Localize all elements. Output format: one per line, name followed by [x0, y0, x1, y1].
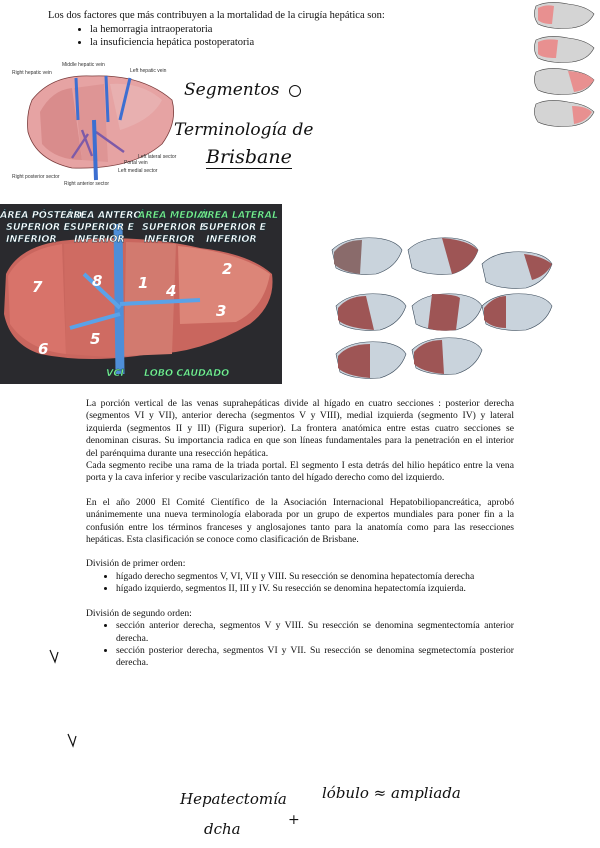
label-right-hepatic-vein: Right hepatic vein [12, 70, 52, 76]
paragraph: Cada segmento recibe una rama de la triada portal. El segmento I esta detrás del hilio hepático entre la vena porta y la cava inferior y recibe vascularización tanto del hígado derecho como del izquierdo. [86, 460, 514, 484]
zone-label: SUPERIOR E [202, 222, 267, 233]
resection-diagram [412, 338, 482, 375]
zone-label: INFERIOR [206, 234, 257, 245]
section-title: División de primer orden: [86, 558, 186, 570]
zone-label: ÁREA PÓSTERO [0, 210, 83, 221]
handwritten-note-3: lóbulo ≈ ampliada [322, 784, 461, 802]
paragraph: En el año 2000 El Comité Científico de la Asociación Internacional Hepatobiliopancreática, aprobó unánimemente una nueva terminología elaborada por un grupo de expertos mundiales para poner fin a la confusión entre los términos franceses y anglosajones tanto para la anatomía como para las resecciones hepáticas. Esta clasificación se conoce como clasificación de Brisbane. [86, 496, 514, 546]
resection-diagram [482, 252, 552, 289]
liver-areas-figure [0, 204, 282, 384]
label-left-medial-sector: Left medial sector [118, 168, 158, 174]
list-item: • hígado derecho segmentos V, VI, VII y VIII. Su resección se denomina hepatectomía derecha [116, 571, 514, 583]
label-lobo-caudado: LOBO CAUDADO [144, 368, 230, 379]
intro-heading: Los dos factores que más contribuyen a la mortalidad de la cirugía hepática son: [48, 10, 385, 21]
handwritten-note-2: dcha [204, 820, 241, 838]
resection-diagram [336, 294, 406, 331]
segment-number: 2 [222, 260, 233, 278]
segment-number: 5 [90, 330, 101, 348]
zone-label: ÁREA LATERAL [200, 210, 279, 221]
handwritten-title-3: Brisbane [206, 146, 292, 168]
zone-label: SUPERIOR E [70, 222, 135, 233]
zone-label: INFERIOR [74, 234, 125, 245]
liver-sector-diagram [12, 60, 192, 188]
intro-bullet: • la insuficiencia hepática postoperatoria [90, 36, 385, 49]
list-item: • hígado izquierdo, segmentos II, III y IV. Su resección se denomina hepatectomía izquierda. [116, 583, 514, 595]
segment-number: 7 [32, 278, 43, 296]
check-mark-icon [66, 732, 78, 748]
segment-number: 3 [216, 302, 227, 320]
segment-number: 8 [92, 272, 103, 290]
resection-diagram [482, 294, 552, 331]
first-order-list [86, 571, 514, 596]
circle-mark-icon [289, 85, 301, 97]
zone-label: ÁREA MEDIAL [138, 210, 211, 221]
handwritten-note-1: Hepatectomía [180, 790, 287, 808]
label-left-lateral-sector: Left lateral sector [138, 154, 177, 160]
handwritten-title-2: Terminología de [174, 120, 314, 140]
segment-number: 4 [166, 282, 177, 300]
zone-label: SUPERIOR E [142, 222, 207, 233]
liver-thumb [534, 36, 594, 62]
zone-label: ÁREA ANTERO [66, 210, 142, 221]
resection-diagram [336, 342, 406, 379]
liver-thumb [534, 68, 594, 94]
label-right-posterior-sector: Right posterior sector [12, 174, 60, 180]
second-order-list [86, 620, 514, 670]
handwritten-title-1: Segmentos [184, 80, 301, 100]
resection-diagram [332, 238, 402, 275]
segment-number: 1 [138, 274, 149, 292]
handwritten-plus: + [288, 812, 300, 828]
label-portal-vein: Portal vein [124, 160, 148, 166]
zone-label: INFERIOR [144, 234, 195, 245]
label-left-hepatic-vein: Left hepatic vein [130, 68, 167, 74]
check-mark-icon [48, 648, 60, 664]
liver-thumb [534, 100, 594, 126]
resection-diagram [412, 294, 482, 331]
label-right-anterior-sector: Right anterior sector [64, 181, 110, 187]
section-title: División de segundo orden: [86, 607, 192, 619]
intro-bullet: • la hemorragia intraoperatoria [90, 23, 385, 36]
liver-thumbnails [528, 0, 598, 132]
list-item: • sección anterior derecha, segmentos V y VIII. Su resección se denomina segmentectomía anterior derecha. [116, 620, 514, 645]
liver-thumb [534, 2, 594, 28]
intro-block [48, 10, 385, 49]
zone-label: INFERIOR [6, 234, 57, 245]
resection-diagram [408, 238, 478, 275]
list-item: • sección posterior derecha, segmentos VI y VII. Su resección se denomina segmetectomía posterior derecha. [116, 645, 514, 670]
segment-number: 6 [38, 340, 49, 358]
body-text [86, 398, 514, 670]
paragraph: La porción vertical de las venas suprahepáticas divide al hígado en cuatro secciones : posterior derecha (segmentos VI y VII), anterior derecha (segmentos V y VIII), medial izquierda (segmento IV) y lateral izquierda (segmentos II y III) (Figura superior). La frontera anatómica entre estas cuatro secciones se denominan cisuras. Su importancia radica en que son líneas fundamentales para la penetración en el interior del parénquima durante una resección hepática. [86, 398, 514, 459]
label-vci: VCI [106, 368, 124, 379]
intro-list [90, 23, 385, 49]
resection-diagrams [326, 228, 558, 388]
zone-label: SUPERIOR E [6, 222, 71, 233]
label-middle-hepatic-vein: Middle hepatic vein [62, 62, 105, 68]
